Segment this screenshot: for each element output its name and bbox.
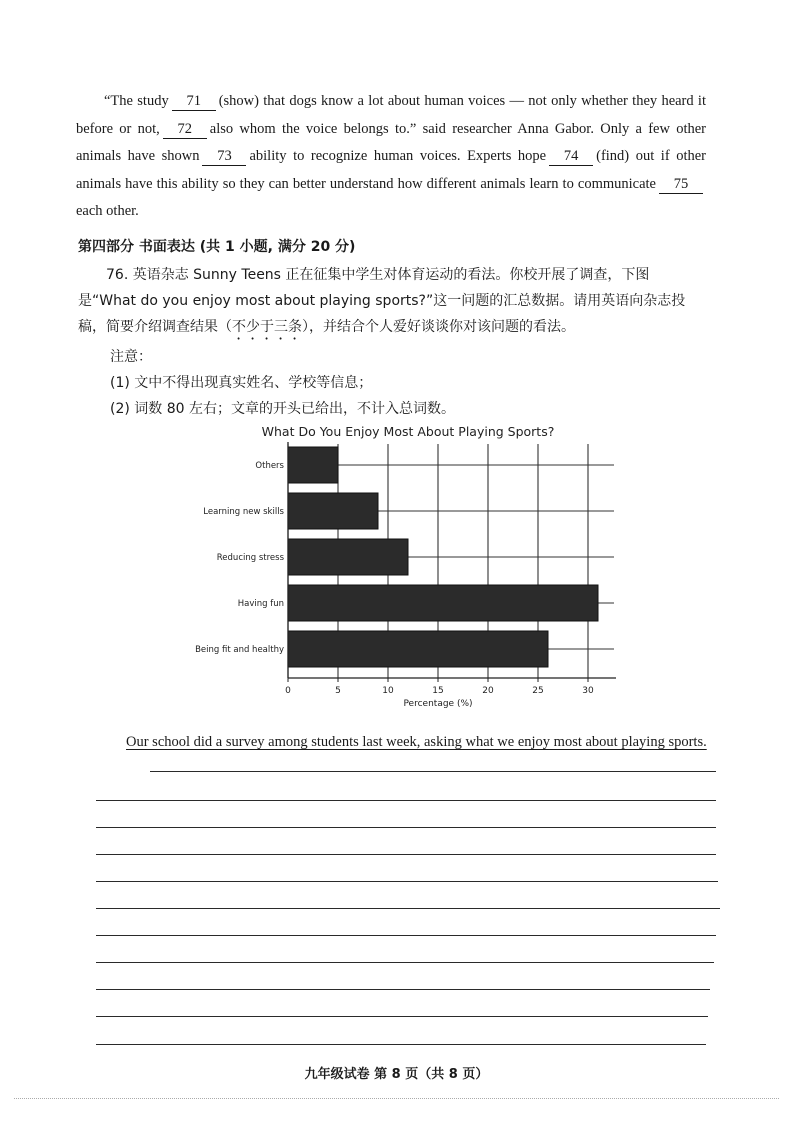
blank-75[interactable]: 75: [659, 176, 703, 194]
x-tick-label: 0: [285, 686, 291, 696]
blank-72[interactable]: 72: [163, 121, 207, 139]
x-tick-label: 15: [432, 686, 444, 696]
x-tick-label: 20: [482, 686, 494, 696]
x-axis-label: Percentage (%): [403, 699, 473, 709]
blank-71[interactable]: 71: [172, 93, 216, 111]
page-footer: 九年级试卷 第 8 页（共 8 页）: [304, 1067, 489, 1082]
note-item-2: (2) 词数 80 左右；文章的开头已给出，不计入总词数。: [110, 401, 455, 417]
bar-being-fit-and-healthy: [288, 631, 548, 667]
writing-line[interactable]: [96, 962, 714, 963]
y-category-label: Learning new skills: [203, 507, 284, 517]
x-tick-label: 10: [382, 686, 394, 696]
blank-73[interactable]: 73: [202, 148, 246, 166]
essay-starter: Our school did a survey among students last week, asking what we enjoy most about playing sports.: [126, 734, 707, 750]
cloze-passage: “The study 71 (show) that dogs know a lot about human voices — not only whether they heard it before or not, 72 also whom the voice belongs to.” said researcher Anna Gabor. Only a few other animals have shown 73 ability to recognize human voices. Experts hope 74 (find) out if other animals have this ability so they can better understand how different animals learn to communicate 75each other.: [76, 93, 706, 219]
notes-heading: 注意：: [110, 349, 152, 365]
page-divider: [14, 1098, 779, 1099]
x-tick-label: 30: [582, 686, 594, 696]
writing-line[interactable]: [150, 771, 716, 772]
x-tick-label: 5: [335, 686, 341, 696]
writing-line[interactable]: [96, 989, 710, 990]
survey-bar-chart: [180, 420, 630, 720]
writing-line[interactable]: [96, 854, 716, 855]
emphasis-min-three: 不少于三条: [232, 319, 302, 335]
section-title: 第四部分 书面表达 (共 1 小题, 满分 20 分): [78, 239, 356, 255]
blank-74[interactable]: 74: [549, 148, 593, 166]
y-category-label: Being fit and healthy: [195, 645, 284, 655]
writing-line[interactable]: [96, 827, 716, 828]
writing-line[interactable]: [96, 935, 716, 936]
bar-others: [288, 447, 338, 483]
writing-line[interactable]: [96, 881, 718, 882]
chart-title: What Do You Enjoy Most About Playing Sports?: [261, 424, 555, 439]
writing-line[interactable]: [96, 908, 720, 909]
writing-task-prompt: 76. 英语杂志 Sunny Teens 正在征集中学生对体育运动的看法。你校开展了调查，下图是“What do you enjoy most about playing sports?”这一问题的汇总数据。请用英语向杂志投稿，简要介绍调查结果（不少于三条），并结合个人爱好谈谈你对该问题的看法。: [78, 267, 686, 335]
bar-reducing-stress: [288, 539, 408, 575]
y-category-label: Others: [255, 461, 284, 471]
note-item-1: (1) 文中不得出现真实姓名、学校等信息；: [110, 375, 373, 391]
y-category-label: Having fun: [237, 599, 284, 609]
y-category-label: Reducing stress: [216, 553, 284, 563]
notes-block: [110, 344, 455, 422]
bar-learning-new-skills: [288, 493, 378, 529]
bar-having-fun: [288, 585, 598, 621]
x-tick-label: 25: [532, 686, 544, 696]
writing-line[interactable]: [96, 800, 716, 801]
writing-line[interactable]: [96, 1016, 708, 1017]
writing-line[interactable]: [96, 1044, 706, 1045]
